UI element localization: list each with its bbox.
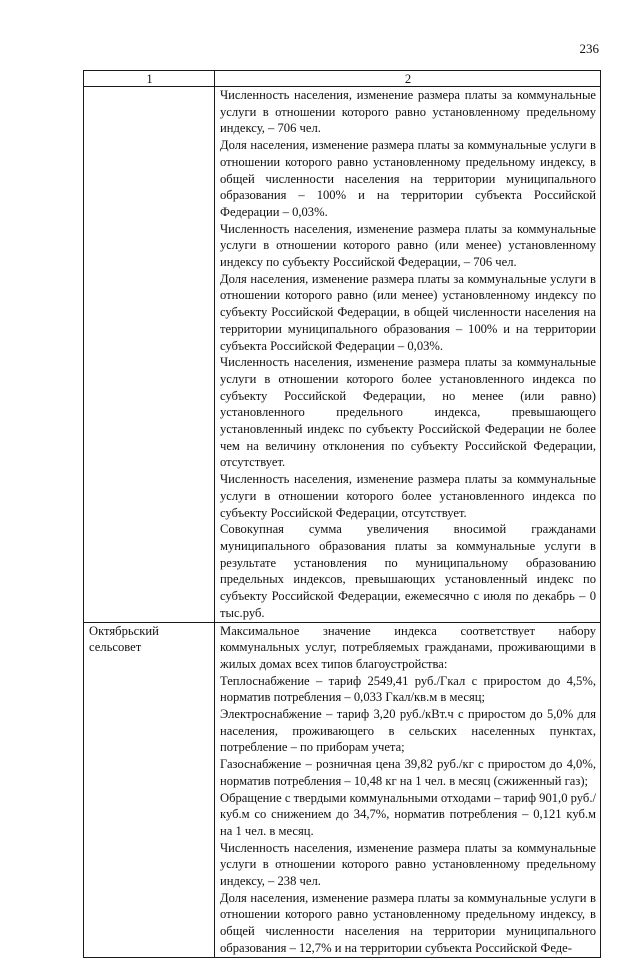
column-header-2: 2 bbox=[215, 71, 601, 87]
paragraph: Газоснабжение – розничная цена 39,82 руб./кг с приростом до 4,0%, норматив потребления – 10,48 кг на 1 чел. в месяц (сжиженный газ); bbox=[220, 757, 596, 788]
paragraph: Совокупная сумма увеличения вносимой гражданами муниципального образования платы за коммунальные услуги в результате установления по муниципальному образованию предельных индексов, превышающих установленный индекс по субъекту Российской Федерации, ежемесячно с июля по декабрь – 0 тыс.руб. bbox=[220, 522, 596, 620]
page-number: 236 bbox=[579, 41, 599, 56]
table-row bbox=[84, 622, 601, 957]
paragraph: Численность населения, изменение размера платы за коммунальные услуги в отношении которого более установленного индекса по субъекту Российской Федерации, но менее (или равно) установленного предельного индекса, превышающего установленный индекс по субъекту Российской Федерации не более чем на величину отклонения по субъекту Российской Федерации, отсутствует. bbox=[220, 355, 596, 470]
municipality-name-line2: сельсовет bbox=[89, 640, 142, 655]
indicators-cell bbox=[215, 622, 601, 957]
paragraph: Численность населения, изменение размера платы за коммунальные услуги в отношении которого более установленного индекса по субъекту Российской Федерации, отсутствует. bbox=[220, 472, 596, 520]
paragraph: Максимальное значение индекса соответствует набору коммунальных услуг, потребляемых гражданами, проживающими в жилых домах всех типов благоустройства: bbox=[220, 623, 596, 671]
municipality-cell bbox=[84, 622, 215, 957]
municipality-cell bbox=[84, 87, 215, 623]
paragraph: Численность населения, изменение размера платы за коммунальные услуги в отношении которого равно (или менее) установленному индексу по субъекту Российской Федерации, – 706 чел. bbox=[220, 221, 596, 270]
municipality-name-line1: Октябрьский bbox=[89, 623, 159, 638]
paragraph: Электроснабжение – тариф 3,20 руб./кВт.ч с приростом до 5,0% для населения, проживающего в сельских населенных пунктах, потребление – по приборам учета; bbox=[220, 707, 596, 755]
column-header-1: 1 bbox=[84, 71, 215, 87]
paragraph: Численность населения, изменение размера платы за коммунальные услуги в отношении которого равно установленному предельному индексу, – 238 чел. bbox=[220, 840, 596, 889]
paragraph: Численность населения, изменение размера платы за коммунальные услуги в отношении которого равно установленному предельному индексу, – 706 чел. bbox=[220, 88, 596, 136]
paragraph: Доля населения, изменение размера платы за коммунальные услуги в отношении которого равно установленному предельному индексу, в общей численности населения на территории муниципального образования – 12,7% и на территории субъекта Российской Феде- bbox=[220, 890, 596, 955]
paragraph: Доля населения, изменение размера платы за коммунальные услуги в отношении которого равно установленному предельному индексу, в общей численности населения на территории муниципального образования – 100% и на территории субъекта Российской Федерации – 0,03%. bbox=[220, 138, 596, 219]
indicators-cell bbox=[215, 87, 601, 623]
paragraph: Теплоснабжение – тариф 2549,41 руб./Гкал с приростом до 4,5%, норматив потребления – 0,033 Гкал/кв.м в месяц; bbox=[220, 673, 596, 705]
paragraph: Доля населения, изменение размера платы за коммунальные услуги в отношении которого равно (или менее) установленному индексу по субъекту Российской Федерации, в общей численности населения на территории муниципального образования – 100% и на территории субъекта Российской Федерации – 0,03%. bbox=[220, 271, 596, 353]
data-table bbox=[83, 70, 601, 958]
paragraph: Обращение с твердыми коммунальными отходами – тариф 901,0 руб./куб.м со снижением до 34,7%, норматив потребления – 0,121 куб.м на 1 чел. в месяц. bbox=[220, 790, 596, 838]
header-row bbox=[84, 71, 601, 87]
table-row bbox=[84, 87, 601, 623]
